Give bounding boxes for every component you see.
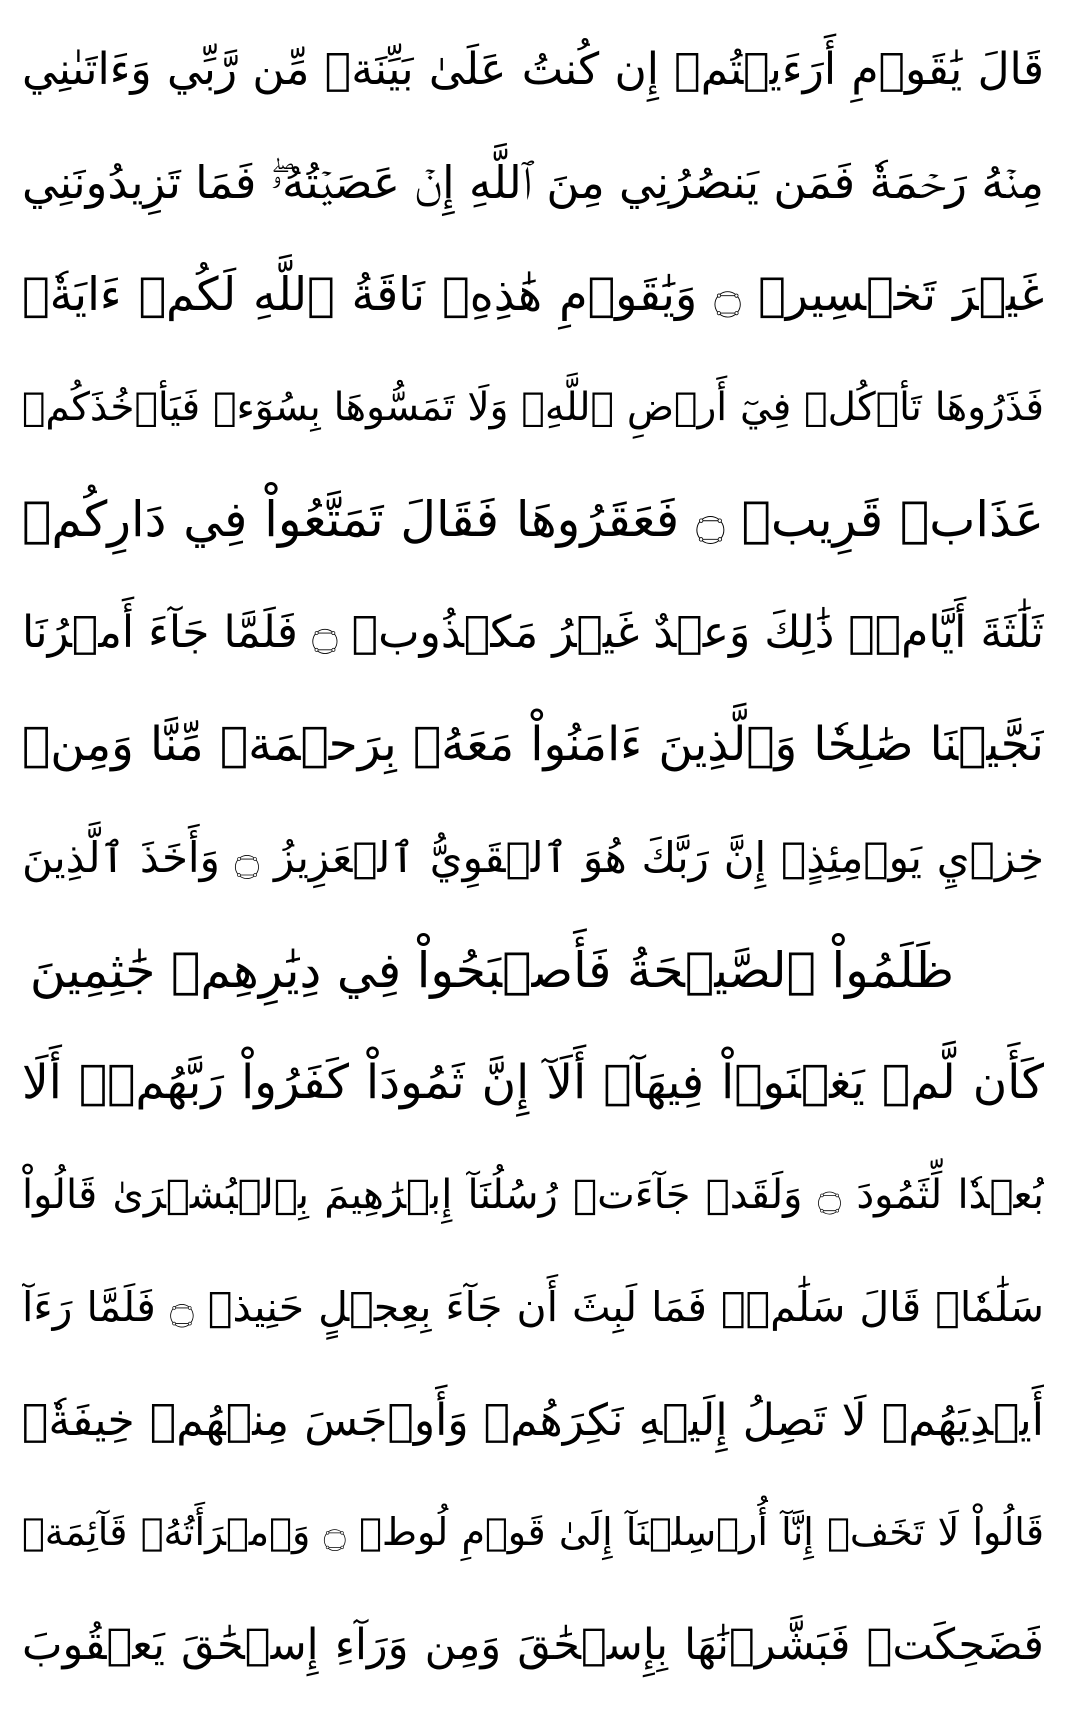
verse-line-12: سَلَٰمٗاۖ قَالَ سَلَٰمٞۖ فَمَا لَبِثَ أَن جَآءَ بِعِجۡلٍ حَنِيذٖ ۝ فَلَمَّا رَءَآ — [22, 1283, 1044, 1332]
verse-line-3: غَيۡرَ تَخۡسِيرٖ ۝ وَيَٰقَوۡمِ هَٰذِهِۦ نَاقَةُ ٱللَّهِ لَكُمۡ ءَايَةٗۖ — [22, 267, 1044, 322]
verse-line-10: كَأَن لَّمۡ يَغۡنَوۡاْ فِيهَآۗ أَلَآ إِنَّ ثَمُودَاْ كَفَرُواْ رَبَّهُمۡۗ أَلَا — [22, 1055, 1044, 1111]
verse-line-6: ثَلَٰثَةَ أَيَّامٖۖ ذَٰلِكَ وَعۡدٌ غَيۡرُ مَكۡذُوبٖ ۝ فَلَمَّا جَآءَ أَمۡرُنَا — [22, 606, 1044, 658]
verse-line-15: فَضَحِكَتۡ فَبَشَّرۡنَٰهَا بِإِسۡحَٰقَ وَمِن وَرَآءِ إِسۡحَٰقَ يَعۡقُوبَ — [22, 1619, 1044, 1670]
verse-line-1: قَالَ يَٰقَوۡمِ أَرَءَيۡتُمۡ إِن كُنتُ عَلَىٰ بَيِّنَةٖ مِّن رَّبِّي وَءَاتَىٰنِي — [22, 44, 1044, 95]
verse-line-4: فَذَرُوهَا تَأۡكُلۡ فِيٓ أَرۡضِ ٱللَّهِۖ وَلَا تَمَسُّوهَا بِسُوٓءٖ فَيَأۡخُذَكُمۡ — [22, 384, 1044, 430]
mushaf-page — [22, 22, 1044, 1693]
verse-line-11: بُعۡدٗا لِّثَمُودَ ۝ وَلَقَدۡ جَآءَتۡ رُسُلُنَآ إِبۡرَٰهِيمَ بِٱلۡبُشۡرَىٰ قَالُواْ — [22, 1171, 1044, 1218]
verse-line-5: عَذَابٞ قَرِيبٞ ۝ فَعَقَرُوهَا فَقَالَ تَمَتَّعُواْ فِي دَارِكُمۡ — [22, 491, 1044, 549]
verse-line-8: خِزۡيِ يَوۡمِئِذٍۚ إِنَّ رَبَّكَ هُوَ ٱلۡقَوِيُّ ٱلۡعَزِيزُ ۝ وَأَخَذَ ٱلَّذِينَ — [22, 832, 1044, 882]
verse-line-14: قَالُواْ لَا تَخَفۡ إِنَّآ أُرۡسِلۡنَآ إِلَىٰ قَوۡمِ لُوطٖ ۝ وَٱمۡرَأَتُهُۥ قَآئِمَةٞ — [22, 1510, 1044, 1555]
verse-line-2: مِنۡهُ رَحۡمَةٗ فَمَن يَنصُرُنِي مِنَ ٱللَّهِ إِنۡ عَصَيۡتُهُۥۖ فَمَا تَزِيدُونَنِي — [22, 155, 1044, 209]
verse-line-13: أَيۡدِيَهُمۡ لَا تَصِلُ إِلَيۡهِ نَكِرَهُمۡ وَأَوۡجَسَ مِنۡهُمۡ خِيفَةٗۚ — [22, 1394, 1044, 1446]
verse-line-9: ظَلَمُواْ ٱلصَّيۡحَةُ فَأَصۡبَحُواْ فِي دِيَٰرِهِمۡ جَٰثِمِينَ — [29, 941, 954, 999]
verse-line-7: نَجَّيۡنَا صَٰلِحٗا وَٱلَّذِينَ ءَامَنُواْ مَعَهُۥ بِرَحۡمَةٖ مِّنَّا وَمِنۡ — [22, 717, 1044, 773]
